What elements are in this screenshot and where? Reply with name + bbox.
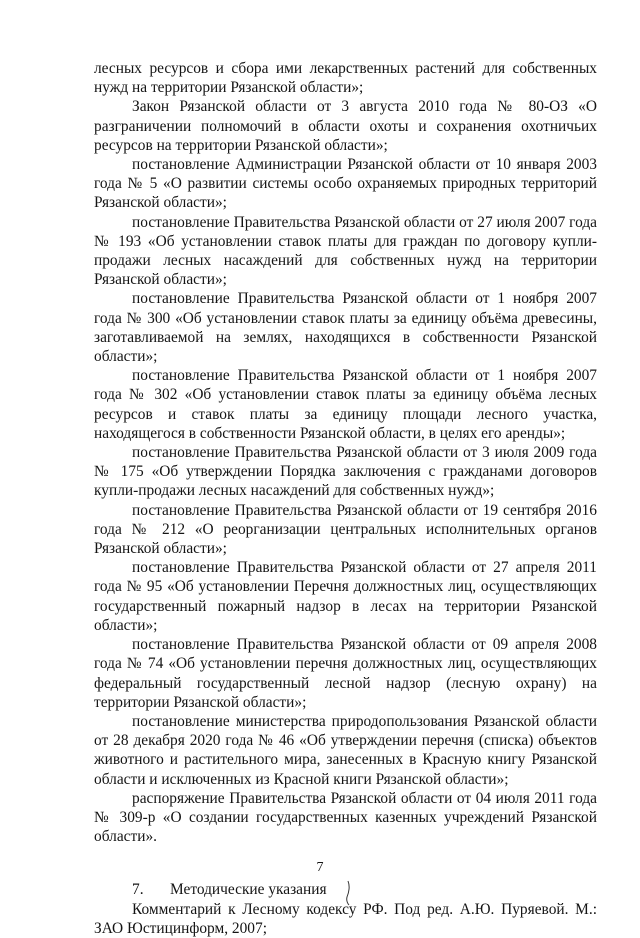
paragraph-decree-74: постановление Правительства Рязанской области от 09 апреля 2008 года № 74 «Об установлении перечня должностных лиц, осуществляющих федеральный государственный лесной надзор (лесную охрану) на территории Рязанской области»; [94,636,597,711]
paragraph-decree-5: постановление Администрации Рязанской области от 10 января 2003 года № 5 «О развитии системы особо охраняемых природных территорий Рязанской области»; [94,156,597,212]
paragraph-decree-300: постановление Правительства Рязанской области от 1 ноября 2007 года № 300 «Об установлении ставок платы за единицу объёма древесины, заготавливаемой на землях, находящихся в собственности Рязанской области»; [94,290,597,366]
page-number: 7 [316,860,324,875]
paragraph-decree-46: постановление министерства природопользования Рязанской области от 28 декабря 2020 года № 46 «Об утверждении перечня (списка) объектов животного и растительного мира, занесенных в Красную книгу Рязанской области и исключенных из Красной книги Рязанской области»; [94,712,597,788]
section-number: 7. [132,881,144,899]
paragraph-decree-302: постановление Правительства Рязанской области от 1 ноября 2007 года № 302 «Об установлении ставок платы за единицу объёма лесных ресурсов и ставок платы за единицу площади лесного участка, находящегося в собственности Рязанской области, в целях его аренды»; [94,367,597,442]
handwritten-mark [343,880,353,906]
paragraph-law-80-oz: Закон Рязанской области от 3 августа 2010 года № 80-ОЗ «О разграничении полномочий в области охоты и сохранения охотничьих ресурсов на территории Рязанской области»; [94,98,597,154]
paragraph-decree-212: постановление Правительства Рязанской области от 19 сентября 2016 года № 212 «О реорганизации центральных исполнительных органов Рязанской области»; [94,501,597,558]
paragraph-commentary: Комментарий к Лесному кодексу РФ. Под ред. А.Ю. Пуряевой. М.: ЗАО Юстицинформ, 2007; [94,900,597,937]
paragraph-decree-175: постановление Правительства Рязанской области от 3 июля 2009 года № 175 «Об утверждении Порядка заключения с гражданами договоров купли-продажи лесных насаждений для собственных нужд»; [94,444,597,500]
paragraph-continuation: лесных ресурсов и сбора ими лекарственных растений для собственных нужд на территории Рязанской области»; [94,60,597,97]
page-body [94,59,597,938]
paragraph-order-309r: распоряжение Правительства Рязанской области от 04 июля 2011 года № 309-р «О создании государственных казенных учреждений Рязанской области». [94,789,597,846]
section-title: Методические указания [170,881,327,899]
paragraph-decree-95: постановление Правительства Рязанской области от 27 апреля 2011 года № 95 «Об установлении Перечня должностных лиц, осуществляющих государственный пожарный надзор в лесах на территории Рязанской области»; [94,559,597,634]
paragraph-decree-193: постановление Правительства Рязанской области от 27 июля 2007 года № 193 «Об установлении ставок платы для граждан по договору купли-продажи лесных насаждений для собственных нужд на территории Рязанской области»; [94,213,597,289]
